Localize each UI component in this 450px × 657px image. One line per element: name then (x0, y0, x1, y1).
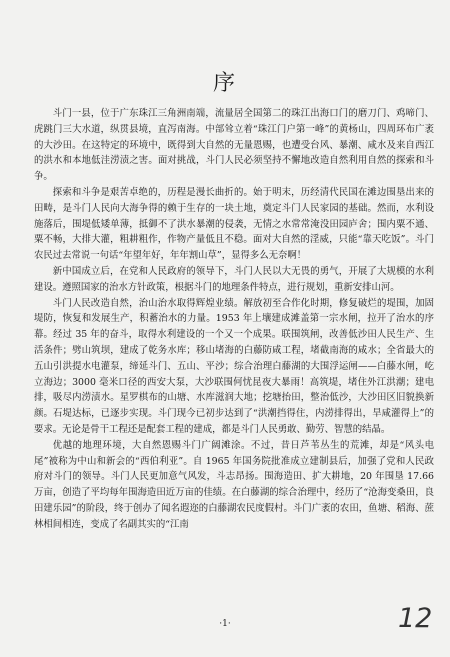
paragraph: 探索和斗争是艰苦卓绝的，历程是漫长曲折的。始于明末，历经清代民国在滩边围垦出来的田畴，是斗门人民向大海争得的赖于生存的一块土地，奠定斗门人民家园的基础。然而，水利设施落后，围堤低矮单薄，抵御不了洪水暴潮的侵袭，无情之水常常淹没田园庐舍；围内粟不通、粟不畅，大排大灌，粗耕粗作，作物产量低且不稳。面对大自然的淫威，只能“靠天吃饭”。斗门农民过去常说一句话“年望年好，年年割山草”，显得多么无奈啊！ (34, 186, 434, 262)
body-text (34, 106, 434, 533)
paragraph: 斗门一县，位于广东珠江三角洲南端，流量居全国第二的珠江出海口门的磨刀门、鸡啼门、虎跳门三大水道，纵贯县境，直泻南海。中部耸立着“珠江门户第一峰”的黄杨山，四周环布广袤的大沙田。在这特定的环境中，既得到大自然的无量恩赐，也遭受台风、暴潮、咸水及来自西江的洪水和本地低洼涝渍之害。面对挑战，斗门人民必须坚持不懈地改造自然利用自然的探索和斗争。 (34, 108, 434, 183)
page-title: 序 (212, 71, 237, 96)
page-number: ·1· (219, 619, 231, 629)
paragraph: 优越的地理环境，大自然恩赐斗门广阔滩涂。不过，昔日芦苇丛生的荒滩，却是“风头电尾”被称为中山和新会的“西伯利亚”。自 1965 年国务院批准成立建制县后，加强了党和人民政府对斗门的领导。斗门人民更加意气风发，斗志昂扬。围海造田、扩大耕地，20 年围垦 17.66 万亩，创造了平均每年围海造田近万亩的佳绩。在白藤湖的综合治理中，经历了“沧海变桑田，良田建乐园”的阶段，终于创办了闻名遐迩的白藤湖农民度假村。斗门广袤的农田，鱼塘、稻海、蔗林相间相连，变成了名副其实的“江南 (34, 439, 434, 530)
paragraph: 斗门人民改造自然，治山治水取得辉煌业绩。解放初至合作化时期，修复破烂的堤围，加固堤防，恢复和发展生产，积蓄治水的力量。1953 年上壤建成滩盖第一宗水闸，拉开了治水的序幕。经过 35 年的奋斗，取得水利建设的一个又一个成果。联围筑闸，改善低沙田人民生产、生活条件；劈山筑坝，建成了乾务水库；移山堵海的白藤防咸工程，堵截南海的咸水；全省最大的五山引洪提水电灌泵，缔延斗门、五山、平沙；综合治理白藤湖的大围浮运闸——白藤水闸，屹立海边；3000 毫米口径的西安大泵，大沙联围何忧昆夜大暴雨！高筑堤，堵住外江洪潮；建电排，吸尽内涝渍水。星罗棋布的山塘、水库滋润大地；挖塘抬田，整治低沙，大沙田区旧貌换新颜。石堤达标，已逐步实现。斗门现今已初步达到了“洪潮挡得住，内涝排得出，旱咸灌得上”的要求。无论是骨干工程还是配套工程的建成，都是斗门人民勇敢、勤劳、智慧的结晶。 (34, 297, 434, 435)
handwritten-page-mark: 12 (398, 603, 433, 634)
paragraph: 新中国成立后，在党和人民政府的领导下，斗门人民以大无畏的勇气，开展了大规模的水利建设。遵照国家的治水方针政策，根据斗门的地理条件特点，进行规划，重新安排山河。 (34, 265, 434, 293)
